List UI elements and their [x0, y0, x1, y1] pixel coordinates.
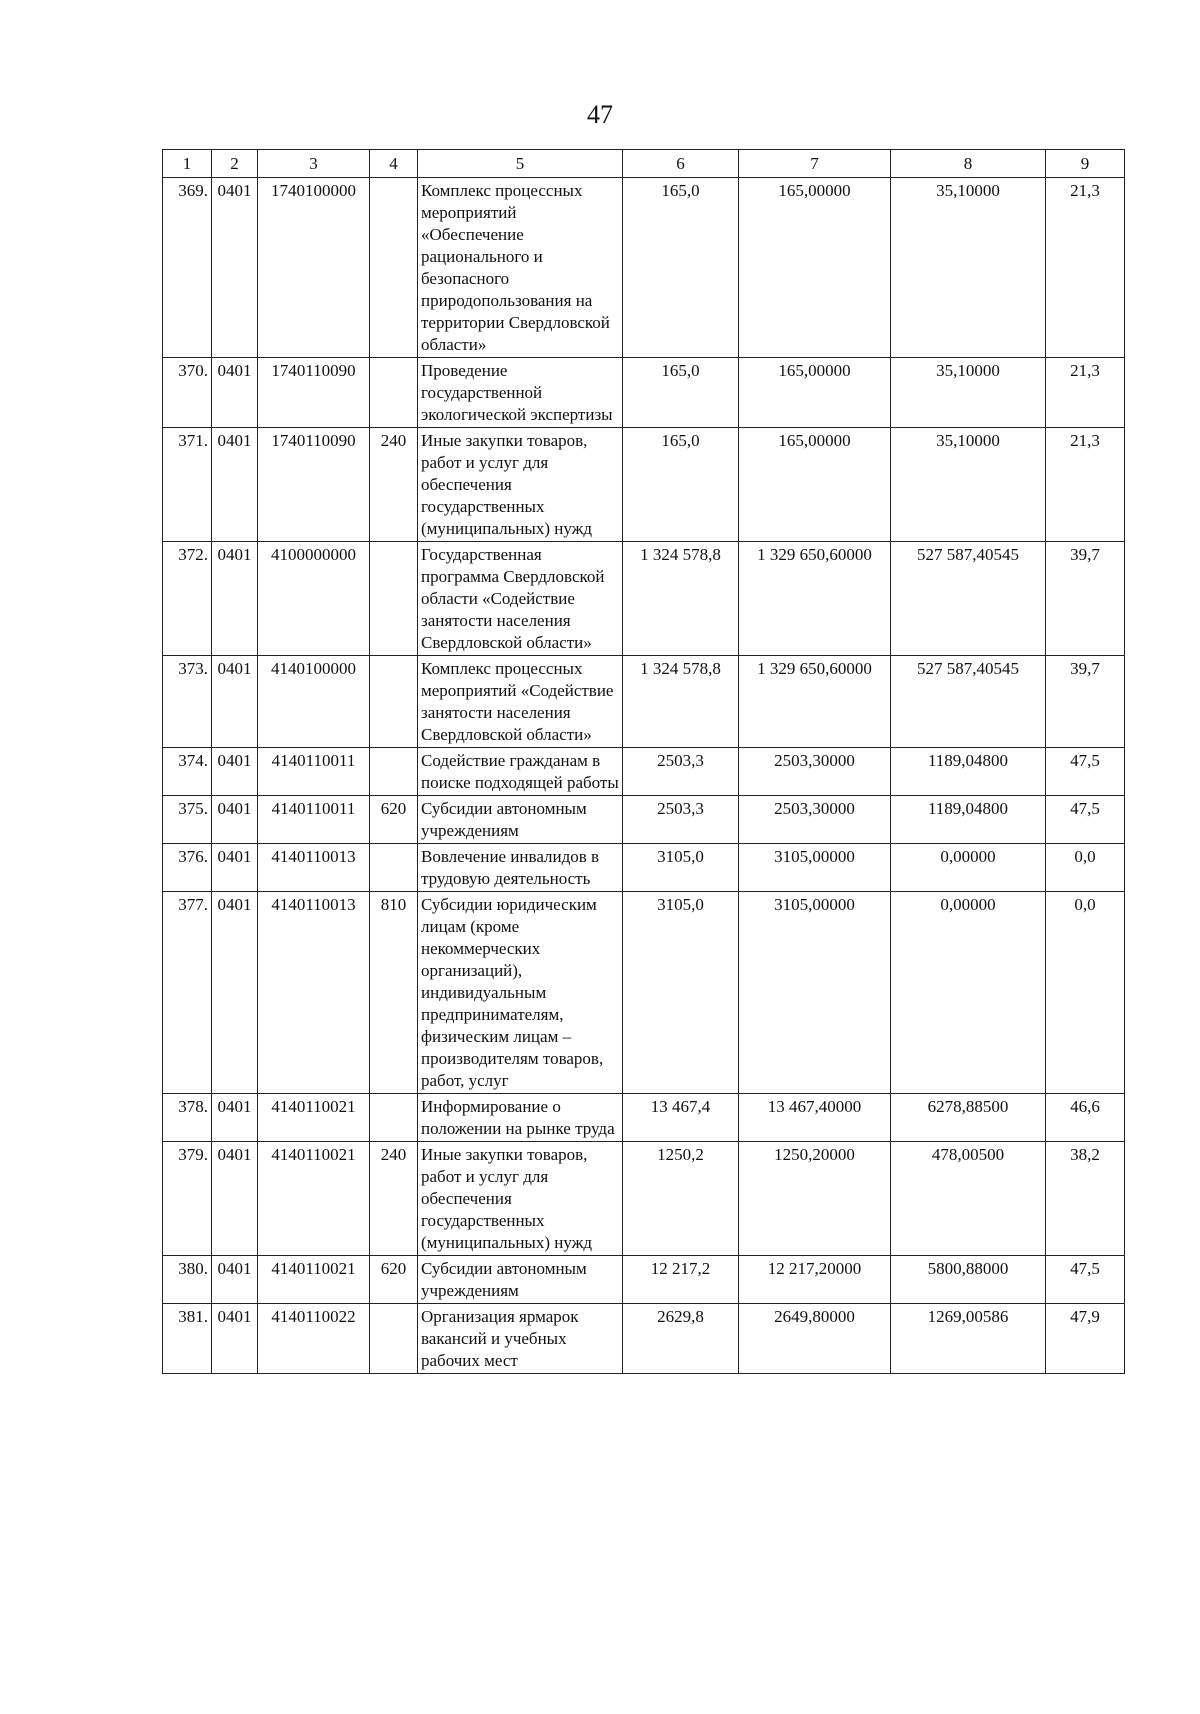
percent-col9: 0,0	[1046, 844, 1125, 892]
percent-col9: 0,0	[1046, 892, 1125, 1094]
row-number: 372.	[163, 542, 212, 656]
value-col7: 1250,20000	[739, 1142, 891, 1256]
row-number: 379.	[163, 1142, 212, 1256]
table-row	[163, 892, 1125, 1094]
section-code: 0401	[212, 748, 258, 796]
row-number: 376.	[163, 844, 212, 892]
section-code: 0401	[212, 1142, 258, 1256]
section-code: 0401	[212, 1256, 258, 1304]
expense-type-code	[370, 358, 418, 428]
budget-table	[162, 149, 1125, 1374]
target-article-code: 4140110011	[258, 748, 370, 796]
expense-type-code	[370, 178, 418, 358]
expense-type-code	[370, 1094, 418, 1142]
item-name: Комплекс процессных мероприятий «Обеспечение рационального и безопасного природопользования на территории Свердловской области»	[418, 178, 623, 358]
section-code: 0401	[212, 1094, 258, 1142]
item-name: Организация ярмарок вакансий и учебных рабочих мест	[418, 1304, 623, 1374]
target-article-code: 1740100000	[258, 178, 370, 358]
value-col8: 1269,00586	[891, 1304, 1046, 1374]
target-article-code: 1740110090	[258, 428, 370, 542]
value-col8: 1189,04800	[891, 796, 1046, 844]
percent-col9: 47,9	[1046, 1304, 1125, 1374]
target-article-code: 4140110011	[258, 796, 370, 844]
target-article-code: 4100000000	[258, 542, 370, 656]
table-row	[163, 748, 1125, 796]
expense-type-code: 620	[370, 796, 418, 844]
section-code: 0401	[212, 892, 258, 1094]
percent-col9: 39,7	[1046, 542, 1125, 656]
value-col6: 1250,2	[623, 1142, 739, 1256]
table-row	[163, 656, 1125, 748]
column-header: 6	[623, 150, 739, 178]
target-article-code: 4140110022	[258, 1304, 370, 1374]
value-col8: 478,00500	[891, 1142, 1046, 1256]
value-col8: 6278,88500	[891, 1094, 1046, 1142]
value-col7: 1 329 650,60000	[739, 656, 891, 748]
expense-type-code	[370, 542, 418, 656]
value-col8: 1189,04800	[891, 748, 1046, 796]
value-col7: 165,00000	[739, 428, 891, 542]
table-row	[163, 1142, 1125, 1256]
value-col6: 2629,8	[623, 1304, 739, 1374]
row-number: 377.	[163, 892, 212, 1094]
item-name: Комплекс процессных мероприятий «Содействие занятости населения Свердловской области»	[418, 656, 623, 748]
row-number: 371.	[163, 428, 212, 542]
value-col6: 3105,0	[623, 844, 739, 892]
expense-type-code: 240	[370, 428, 418, 542]
percent-col9: 46,6	[1046, 1094, 1125, 1142]
value-col8: 527 587,40545	[891, 656, 1046, 748]
column-header: 1	[163, 150, 212, 178]
row-number: 375.	[163, 796, 212, 844]
section-code: 0401	[212, 358, 258, 428]
percent-col9: 47,5	[1046, 748, 1125, 796]
target-article-code: 4140110021	[258, 1094, 370, 1142]
value-col7: 2503,30000	[739, 796, 891, 844]
table-row	[163, 358, 1125, 428]
row-number: 378.	[163, 1094, 212, 1142]
value-col8: 0,00000	[891, 892, 1046, 1094]
value-col7: 2503,30000	[739, 748, 891, 796]
table-row	[163, 1094, 1125, 1142]
table-row	[163, 178, 1125, 358]
target-article-code: 4140110013	[258, 844, 370, 892]
percent-col9: 39,7	[1046, 656, 1125, 748]
expense-type-code: 620	[370, 1256, 418, 1304]
row-number: 374.	[163, 748, 212, 796]
column-header: 2	[212, 150, 258, 178]
row-number: 381.	[163, 1304, 212, 1374]
value-col6: 3105,0	[623, 892, 739, 1094]
table-row	[163, 428, 1125, 542]
table-row	[163, 542, 1125, 656]
row-number: 370.	[163, 358, 212, 428]
expense-type-code: 810	[370, 892, 418, 1094]
value-col6: 165,0	[623, 428, 739, 542]
item-name: Информирование о положении на рынке труда	[418, 1094, 623, 1142]
value-col7: 1 329 650,60000	[739, 542, 891, 656]
column-header: 4	[370, 150, 418, 178]
value-col6: 1 324 578,8	[623, 542, 739, 656]
target-article-code: 4140110021	[258, 1142, 370, 1256]
value-col6: 13 467,4	[623, 1094, 739, 1142]
value-col6: 2503,3	[623, 748, 739, 796]
value-col8: 35,10000	[891, 178, 1046, 358]
item-name: Государственная программа Свердловской области «Содействие занятости населения Свердловской области»	[418, 542, 623, 656]
column-header: 8	[891, 150, 1046, 178]
item-name: Вовлечение инвалидов в трудовую деятельность	[418, 844, 623, 892]
value-col7: 165,00000	[739, 358, 891, 428]
table-row	[163, 844, 1125, 892]
value-col7: 3105,00000	[739, 844, 891, 892]
expense-type-code	[370, 1304, 418, 1374]
value-col8: 527 587,40545	[891, 542, 1046, 656]
page-number: 47	[587, 100, 613, 129]
section-code: 0401	[212, 428, 258, 542]
item-name: Содействие гражданам в поиске подходящей работы	[418, 748, 623, 796]
section-code: 0401	[212, 656, 258, 748]
percent-col9: 47,5	[1046, 796, 1125, 844]
percent-col9: 47,5	[1046, 1256, 1125, 1304]
item-name: Иные закупки товаров, работ и услуг для обеспечения государственных (муниципальных) нужд	[418, 428, 623, 542]
value-col8: 5800,88000	[891, 1256, 1046, 1304]
value-col8: 35,10000	[891, 428, 1046, 542]
column-header: 5	[418, 150, 623, 178]
percent-col9: 21,3	[1046, 428, 1125, 542]
value-col7: 13 467,40000	[739, 1094, 891, 1142]
value-col6: 2503,3	[623, 796, 739, 844]
header-row	[163, 150, 1125, 178]
value-col7: 2649,80000	[739, 1304, 891, 1374]
expense-type-code: 240	[370, 1142, 418, 1256]
item-name: Субсидии автономным учреждениям	[418, 1256, 623, 1304]
value-col8: 0,00000	[891, 844, 1046, 892]
item-name: Иные закупки товаров, работ и услуг для обеспечения государственных (муниципальных) нужд	[418, 1142, 623, 1256]
value-col6: 12 217,2	[623, 1256, 739, 1304]
target-article-code: 4140110021	[258, 1256, 370, 1304]
column-header: 3	[258, 150, 370, 178]
row-number: 369.	[163, 178, 212, 358]
value-col8: 35,10000	[891, 358, 1046, 428]
target-article-code: 4140110013	[258, 892, 370, 1094]
item-name: Субсидии юридическим лицам (кроме некоммерческих организаций), индивидуальным предпринимателям, физическим лицам – производителям товаров, работ, услуг	[418, 892, 623, 1094]
row-number: 373.	[163, 656, 212, 748]
expense-type-code	[370, 844, 418, 892]
column-header: 9	[1046, 150, 1125, 178]
table-row	[163, 796, 1125, 844]
expense-type-code	[370, 748, 418, 796]
value-col6: 165,0	[623, 358, 739, 428]
item-name: Субсидии автономным учреждениям	[418, 796, 623, 844]
target-article-code: 1740110090	[258, 358, 370, 428]
percent-col9: 38,2	[1046, 1142, 1125, 1256]
item-name: Проведение государственной экологической экспертизы	[418, 358, 623, 428]
value-col7: 165,00000	[739, 178, 891, 358]
section-code: 0401	[212, 1304, 258, 1374]
value-col7: 12 217,20000	[739, 1256, 891, 1304]
percent-col9: 21,3	[1046, 358, 1125, 428]
value-col6: 165,0	[623, 178, 739, 358]
expense-type-code	[370, 656, 418, 748]
value-col6: 1 324 578,8	[623, 656, 739, 748]
section-code: 0401	[212, 178, 258, 358]
section-code: 0401	[212, 844, 258, 892]
table-row	[163, 1256, 1125, 1304]
target-article-code: 4140100000	[258, 656, 370, 748]
column-header: 7	[739, 150, 891, 178]
table-row	[163, 1304, 1125, 1374]
percent-col9: 21,3	[1046, 178, 1125, 358]
section-code: 0401	[212, 796, 258, 844]
value-col7: 3105,00000	[739, 892, 891, 1094]
section-code: 0401	[212, 542, 258, 656]
row-number: 380.	[163, 1256, 212, 1304]
